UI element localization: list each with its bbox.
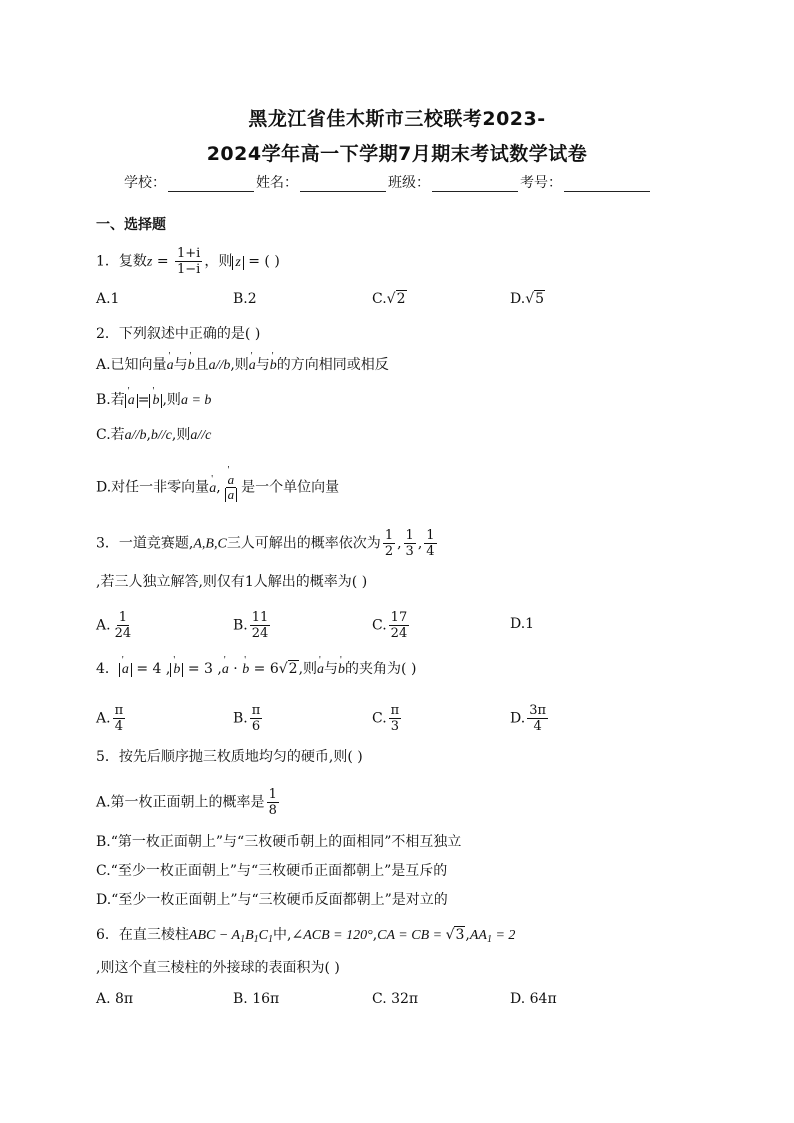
q2-b-text-2: ,则 <box>162 392 181 408</box>
q4-cond-1: = 4 , <box>131 661 171 677</box>
q1-denominator: 1−i <box>177 262 201 277</box>
q2-c-premise-2: b//c <box>150 428 172 443</box>
q2-a-text-4: ,则 <box>230 357 249 373</box>
q2-b-abs-a: ' a <box>125 394 138 408</box>
class-label: 班级： <box>388 175 430 191</box>
q3-b-num: 11 <box>251 610 269 625</box>
q4-text-b: ,则 <box>298 661 318 677</box>
q1-fraction <box>175 246 202 277</box>
q1-option-d[interactable] <box>510 289 545 309</box>
q4-a-den: 4 <box>114 719 123 734</box>
question-2-stem: 2．下列叙述中正确的是( ) <box>96 326 261 342</box>
q4-c-den: 3 <box>390 719 400 734</box>
q1-text-a: 1．复数 <box>96 253 147 270</box>
q2-a-text-6: 的方向相同或相反 <box>276 357 389 373</box>
q3-option-c-frac <box>389 610 410 641</box>
q2-a-text-1: A.已知向量 <box>96 357 167 373</box>
q1-option-c-radicand: 2 <box>396 291 406 307</box>
q4-radicand: 2 <box>288 661 298 677</box>
q6-option-b[interactable]: B. 16π <box>233 991 280 1007</box>
q5-a-den: 8 <box>268 803 277 818</box>
exam-title-line-1: 黑龙江省佳木斯市三校联考2023- <box>248 108 546 130</box>
q6-radicand: 3 <box>455 927 465 943</box>
q2-a-vec-a: ' a <box>167 356 174 376</box>
q1-option-d-sqrt: √5 <box>525 291 545 307</box>
q2-d-text-1: D.对任一非零向量 <box>96 479 210 496</box>
q2-c-result: a//c <box>190 428 212 443</box>
question-3-stem-line-1: 3．一道竞赛题,A,B,C三人可解出的概率依次为 $\frac{1}{2}$ , $\frac{1}{3}$ , $\frac{1}{4}$ <box>96 528 435 559</box>
q2-b-abs-b: ' b <box>149 394 162 408</box>
q3-option-a[interactable] <box>96 610 135 641</box>
question-3-stem-line-2: ,若三人独立解答,则仅有1人解出的概率为( ) <box>96 574 368 590</box>
q3-abc: A,B,C <box>193 536 227 552</box>
q4-number: 4． <box>96 661 119 677</box>
q3-option-c-label: C. <box>372 617 387 634</box>
q3-prob-2 <box>404 528 416 559</box>
q4-text-c: 与 <box>324 661 339 677</box>
q2-a-text-3: 且 <box>194 357 209 373</box>
q5-a-frac <box>267 787 279 818</box>
question-1-stem <box>96 246 280 277</box>
q4-option-a-label: A. <box>96 710 111 727</box>
q6-sqrt: √3 <box>445 927 465 943</box>
q4-vec-a-2: ' a <box>317 660 324 680</box>
q2-option-c[interactable]: C.若a//b,b//c,则a//c <box>96 427 212 443</box>
q2-c-text-1: C.若 <box>96 427 125 443</box>
q3-p3-den: 4 <box>426 544 435 559</box>
q4-abs-a: ' a <box>119 663 132 677</box>
q2-d-unit-fraction <box>223 472 240 503</box>
section-choice-heading: 一、选择题 <box>96 217 166 233</box>
q2-d-frac-den: ' a <box>225 488 238 502</box>
q2-d-vec-a: ' a <box>209 479 216 499</box>
question-4-stem <box>96 659 416 680</box>
q3-a-num: 1 <box>118 610 127 625</box>
class-field[interactable] <box>432 177 518 192</box>
q3-option-c[interactable] <box>372 610 411 641</box>
q4-option-d[interactable] <box>510 703 550 734</box>
q4-option-c-frac <box>389 703 402 734</box>
q1-option-c-label: C. <box>372 291 387 307</box>
q2-d-text-2: 是一个单位向量 <box>241 479 340 496</box>
q1-abs-z: z <box>232 256 243 270</box>
q1-equals: = <box>152 253 174 270</box>
q3-p2-num: 1 <box>405 528 414 543</box>
q1-text-b: ，则 <box>204 253 233 270</box>
q5-a-text: A.第一枚正面朝上的概率是 <box>96 794 265 811</box>
q4-dot: · <box>228 661 243 677</box>
q6-prism: ABC − $A_1B_1C_1$ <box>188 928 274 945</box>
q6-text-a: 6．在直三棱柱 <box>96 927 189 943</box>
q1-option-a[interactable]: A.1 <box>96 291 120 307</box>
name-field[interactable] <box>300 177 386 192</box>
q2-a-vec-b-2: ' b <box>270 356 277 376</box>
q3-text-b: 三人可解出的概率依次为 <box>226 535 381 552</box>
exam-title-line-2: 2024学年高一下学期7月期末考试数学试卷 <box>206 143 588 165</box>
q6-aa: $AA_1 = 2$ <box>469 928 516 945</box>
name-label: 姓名： <box>256 175 298 191</box>
q2-b-text-1: B.若 <box>96 392 125 408</box>
q2-a-text-5: 与 <box>255 357 270 373</box>
school-field[interactable] <box>168 177 254 192</box>
q1-text-c: = ( ) <box>243 253 280 270</box>
q2-a-vec-a-2: ' a <box>249 356 256 376</box>
q4-abs-b: ' b <box>170 663 183 677</box>
q3-option-b-frac <box>250 610 271 641</box>
q2-b-result: a = b <box>180 393 212 408</box>
q2-a-text-2: 与 <box>173 357 188 373</box>
q2-b-eq: = <box>137 392 150 408</box>
q5-option-c[interactable]: C.“至少一枚正面朝上”与“三枚硬币正面都朝上”是互斥的 <box>96 863 448 879</box>
q3-p2-den: 3 <box>405 544 414 559</box>
q4-d-den: 4 <box>533 719 542 734</box>
q3-text-a: 3．一道竞赛题, <box>96 535 194 552</box>
q6-option-d[interactable]: D. 64π <box>510 991 557 1007</box>
q4-cond-2: = 3 , <box>183 661 222 677</box>
q6-sides: CA = CB = <box>377 928 446 943</box>
q6-aa-label: AA <box>469 928 487 943</box>
q4-option-c-label: C. <box>372 710 387 727</box>
q4-sqrt: √2 <box>278 661 298 677</box>
q5-option-d[interactable]: D.“至少一枚正面朝上”与“三枚硬币反面都朝上”是对立的 <box>96 892 448 908</box>
q3-c-den: 24 <box>390 626 408 641</box>
q2-option-d[interactable]: D.对任一非零向量' a, ' a ' a 是一个单位向量 <box>96 472 339 503</box>
q1-option-d-radicand: 5 <box>535 291 545 307</box>
q1-option-b[interactable]: B.2 <box>233 291 257 307</box>
q4-cond-3: = 6 <box>249 661 279 677</box>
q4-option-a[interactable] <box>96 703 127 734</box>
q3-option-b[interactable] <box>233 610 272 641</box>
q3-prob-1 <box>383 528 395 559</box>
q4-a-num: π <box>114 703 124 718</box>
q4-option-d-frac <box>527 703 548 734</box>
q6-prism-name: ABC − A <box>188 928 241 943</box>
q4-option-c[interactable] <box>372 703 403 734</box>
q2-a-vec-b: ' b <box>188 356 195 376</box>
q6-comma: , <box>372 927 378 943</box>
q3-option-a-frac <box>113 610 134 641</box>
q3-p3-num: 1 <box>426 528 435 543</box>
q3-option-a-label: A. <box>96 617 111 634</box>
q4-text-d: 的夹角为( ) <box>345 661 417 677</box>
q5-option-a[interactable] <box>96 787 281 818</box>
student-info-row <box>124 172 652 192</box>
q4-vec-b: ' b <box>242 660 249 680</box>
q4-vec-b-2: ' b <box>338 660 345 680</box>
school-label: 学校： <box>124 175 166 191</box>
q4-b-num: π <box>251 703 261 718</box>
q4-option-a-frac <box>113 703 126 734</box>
exam-no-field[interactable] <box>564 177 650 192</box>
q3-c-num: 17 <box>390 610 408 625</box>
q3-p1-den: 2 <box>384 544 394 559</box>
q6-text-b: 中, <box>273 927 292 943</box>
q3-b-den: 24 <box>251 626 269 641</box>
q4-option-b-label: B. <box>233 710 248 727</box>
question-5-stem: 5．按先后顺序抛三枚质地均匀的硬币,则( ) <box>96 749 363 765</box>
q3-prob-3 <box>424 528 436 559</box>
question-6-stem-line-1: 6．在直三棱柱ABC − $A_1B_1C_1$中,∠ACB = 120°,CA = CB = $√3,AA_1 = 2$ <box>96 927 516 945</box>
q5-a-num: 1 <box>268 787 277 802</box>
q4-b-den: 6 <box>251 719 261 734</box>
q2-c-premise-1: a//b <box>124 428 147 443</box>
q1-option-c[interactable] <box>372 289 407 309</box>
q4-option-d-label: D. <box>510 710 526 727</box>
q6-option-a[interactable]: A. 8π <box>96 991 134 1007</box>
q1-var-z: z <box>146 254 153 270</box>
q5-option-b[interactable]: B.“第一枚正面朝上”与“三枚硬币朝上的面相同”不相互独立 <box>96 834 462 850</box>
q6-option-c[interactable]: C. 32π <box>372 991 419 1007</box>
q2-a-parallel: a//b <box>208 358 231 373</box>
q3-p1-num: 1 <box>384 528 394 543</box>
question-6-stem-line-2: ,则这个直三棱柱的外接球的表面积为( ) <box>96 960 340 976</box>
q3-option-d[interactable]: D.1 <box>510 616 535 632</box>
q4-vec-a: ' a <box>222 660 229 680</box>
q3-option-b-label: B. <box>233 617 248 634</box>
q2-option-a[interactable] <box>96 355 389 376</box>
q4-d-num: 3π <box>529 703 547 718</box>
q2-d-frac-num: ' a <box>226 472 237 488</box>
q4-c-num: π <box>390 703 400 718</box>
q1-numerator: 1+i <box>177 246 201 261</box>
q4-option-b-frac <box>250 703 263 734</box>
q4-option-b[interactable] <box>233 703 264 734</box>
q3-a-den: 24 <box>114 626 132 641</box>
q2-option-b[interactable] <box>96 390 211 411</box>
exam-no-label: 考号： <box>520 175 562 191</box>
q1-option-d-label: D. <box>510 291 526 307</box>
q6-aa-value: = 2 <box>491 928 516 943</box>
q1-option-c-sqrt: √2 <box>386 291 406 307</box>
q2-c-text-2: ,则 <box>171 427 191 443</box>
q6-angle: ∠ACB = 120° <box>291 928 373 943</box>
